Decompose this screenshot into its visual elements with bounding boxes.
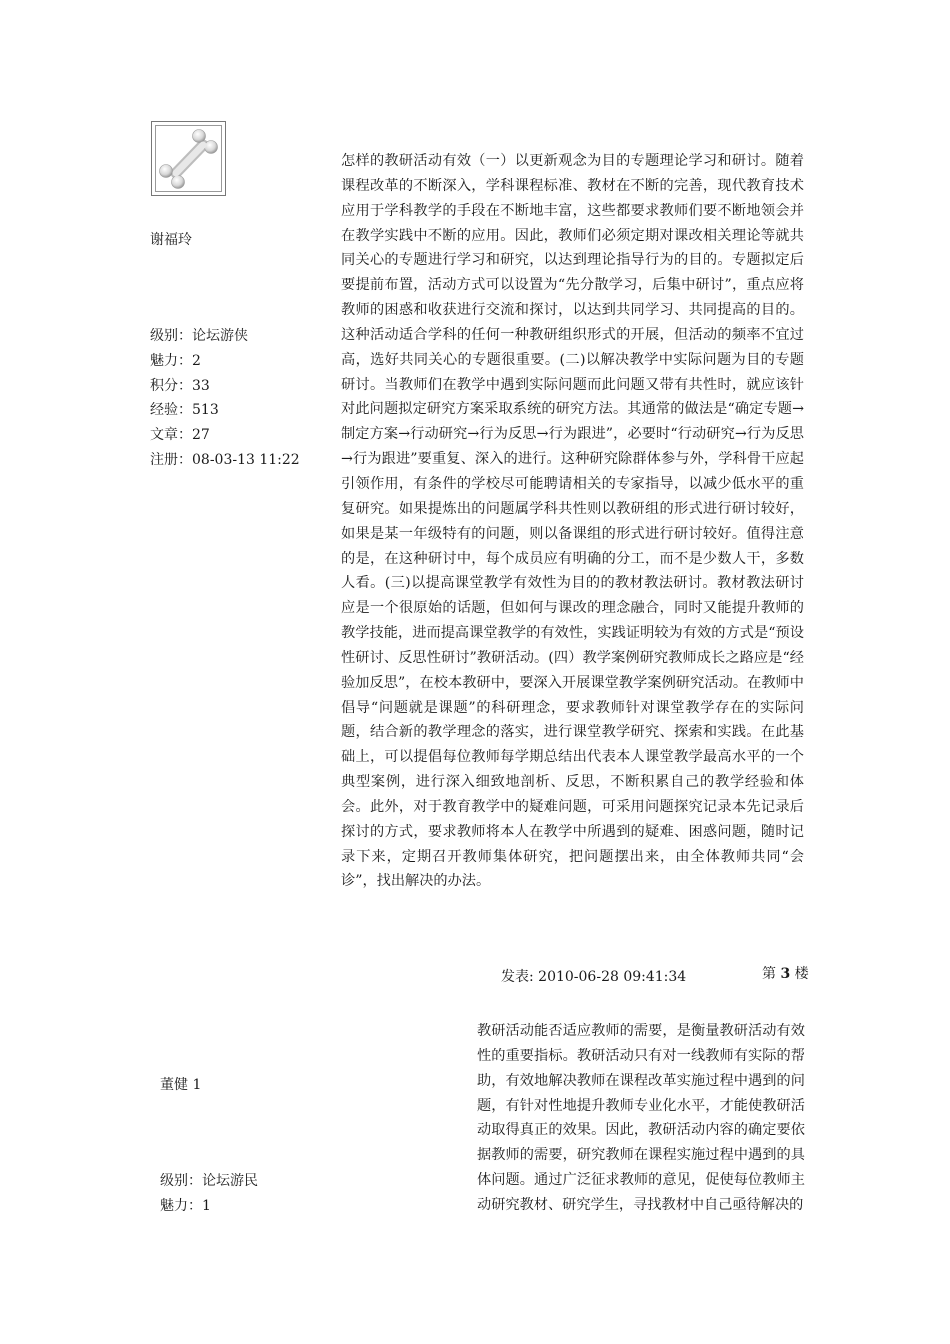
post-body: [477, 1019, 805, 1218]
stat-registered: 注册：08-03-13 11:22: [150, 451, 300, 468]
stat-articles: 文章：27: [150, 427, 210, 444]
post-text: 怎样的教研活动有效（一）以更新观念为目的专题理论学习和研讨。随着课程改革的不断深入，学科课程标准、教材在不断的完善，现代教育技术应用于学科教学的手段在不断地丰富，这些都要求教师们要不断地领会并在教学实践中不断的应用。因此，教师们必须定期对课改相关理论等就共同关心的专题进行学习和研究，以达到理论指导行为的目的。专题拟定后要提前布置，活动方式可以设置为“先分散学习，后集中研讨”，重点应将教师的困惑和收获进行交流和探讨，以达到共同学习、共同提高的目的。这种活动适合学科的任何一种教研组织形式的开展，但活动的频率不宜过高，选好共同关心的专题很重要。(二)以解决教学中实际问题为目的专题研讨。当教师们在教学中遇到实际问题而此问题又带有共性时，就应该针对此问题拟定研究方案采取系统的研究方法。其通常的做法是“确定专题→制定方案→行动研究→行为反思→行为跟进”，必要时“行动研究→行为反思→行为跟进”要重复、深入的进行。这种研究除群体参与外，学科骨干应起引领作用，有条件的学校尽可能聘请相关的专家指导，以减少低水平的重复研究。如果提炼出的问题属学科共性则以教研组的形式进行研讨较好，如果是某一年级特有的问题，则以备课组的形式进行研讨较好。值得注意的是，在这种研讨中，每个成员应有明确的分工，而不是少数人干，多数人看。(三)以提高课堂教学有效性为目的的教材教法研讨。教材教法研讨应是一个很原始的话题，但如何与课改的理念融合，同时又能提升教师的教学技能，进而提高课堂教学的有效性，实践证明较为有效的方式是“预设性研讨、反思性研讨”教研活动。(四）教学案例研究教师成长之路应是“经验加反思”，在校本教研中，要深入开展课堂教学案例研究活动。在教师中倡导“问题就是课题”的科研理念，要求教师针对课堂教学存在的实际问题，结合新的教学理念的落实，进行课堂教学研究、探索和实践。在此基础上，可以提倡每位教师每学期总结出代表本人课堂教学最高水平的一个典型案例，进行深入细致地剖析、反思，不断积累自己的教学经验和体会。此外，对于教育教学中的疑难问题，可采用问题探究记录本先记录后探讨的方式，要求教师将本人在教学中所遇到的疑难、困惑问题，随时记录下来，定期召开教师集体研究，把问题摆出来，由全体教师共同“会诊”，找出解决的办法。: [341, 153, 804, 890]
stat-experience: 经验：513: [150, 402, 219, 419]
bone-icon: [156, 126, 221, 191]
author-stats: [160, 1169, 258, 1219]
floor-suffix: 楼: [790, 966, 809, 982]
post-timestamp: 发表: 2010-06-28 09:41:34: [501, 969, 687, 985]
author-stats: [150, 324, 300, 473]
author-name[interactable]: 谢福玲: [150, 232, 192, 248]
stat-charm: 魅力：1: [160, 1197, 211, 1214]
floor-number-value: 3: [780, 966, 791, 982]
stat-charm: 魅力：2: [150, 352, 201, 369]
stat-level: 级别：论坛游侠: [150, 328, 248, 344]
stat-points: 积分：33: [150, 377, 210, 394]
avatar[interactable]: [151, 121, 226, 196]
author-name[interactable]: 董健 1: [160, 1077, 202, 1093]
post-body: [341, 149, 804, 894]
floor-number: [762, 963, 809, 983]
avatar-frame: [155, 125, 222, 192]
post-text: 教研活动能否适应教师的需要，是衡量教研活动有效性的重要指标。教研活动只有对一线教师有实际的帮助，有效地解决教师在课程改革实施过程中遇到的问题，有针对性地提升教师专业化水平，才能使教研活动取得真正的效果。因此，教研活动内容的确定要依据教师的需要，研究教师在课程实施过程中遇到的具体问题。通过广泛征求教师的意见，促使每位教师主动研究教材、研究学生，寻找教材中自己亟待解决的: [477, 1023, 805, 1213]
stat-level: 级别：论坛游民: [160, 1173, 258, 1189]
floor-prefix: 第: [762, 966, 781, 982]
